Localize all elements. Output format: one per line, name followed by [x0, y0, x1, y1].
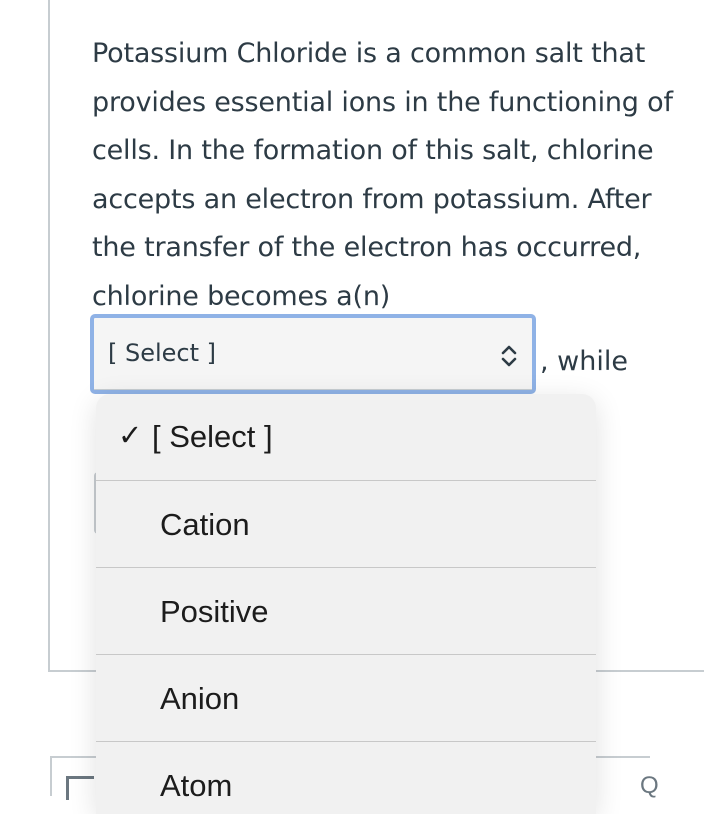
question-text: [92, 30, 704, 321]
question-card-border: [48, 0, 50, 672]
question-line: chlorine becomes a(n): [92, 280, 391, 312]
dropdown-option-label: Cation: [160, 507, 250, 542]
answer-select-1[interactable]: [90, 314, 536, 394]
select-inner-edge: [94, 389, 532, 390]
next-question-flag-icon: [66, 776, 94, 800]
dropdown-option-label: Anion: [160, 681, 240, 716]
dropdown-option-label: [ Select ]: [152, 419, 273, 454]
question-line: cells. In the formation of this salt, chlorine: [92, 135, 654, 166]
dropdown-option-label: Atom: [160, 768, 233, 803]
next-card-border: [50, 756, 52, 796]
question-line: the transfer of the electron has occurred,: [92, 232, 642, 263]
question-line: accepts an electron from potassium. After: [92, 183, 652, 215]
dropdown-option-cation[interactable]: [96, 481, 596, 568]
dropdown-option-anion[interactable]: [96, 655, 596, 742]
question-text-after-select: , while: [540, 346, 628, 377]
dropdown-option-select[interactable]: [96, 394, 596, 481]
dropdown-option-positive[interactable]: [96, 568, 596, 655]
next-card-partial-glyph: Q: [640, 772, 659, 799]
question-line: provides essential ions in the functioning of: [92, 86, 673, 118]
up-down-chevron-icon: [500, 342, 518, 370]
checkmark-icon: ✓: [118, 420, 143, 452]
select-value: [ Select ]: [108, 339, 217, 367]
question-line: Potassium Chloride is a common salt that: [92, 38, 646, 69]
dropdown-option-atom[interactable]: [96, 742, 596, 814]
select-dropdown-list: [96, 394, 596, 814]
dropdown-option-label: Positive: [160, 594, 269, 629]
